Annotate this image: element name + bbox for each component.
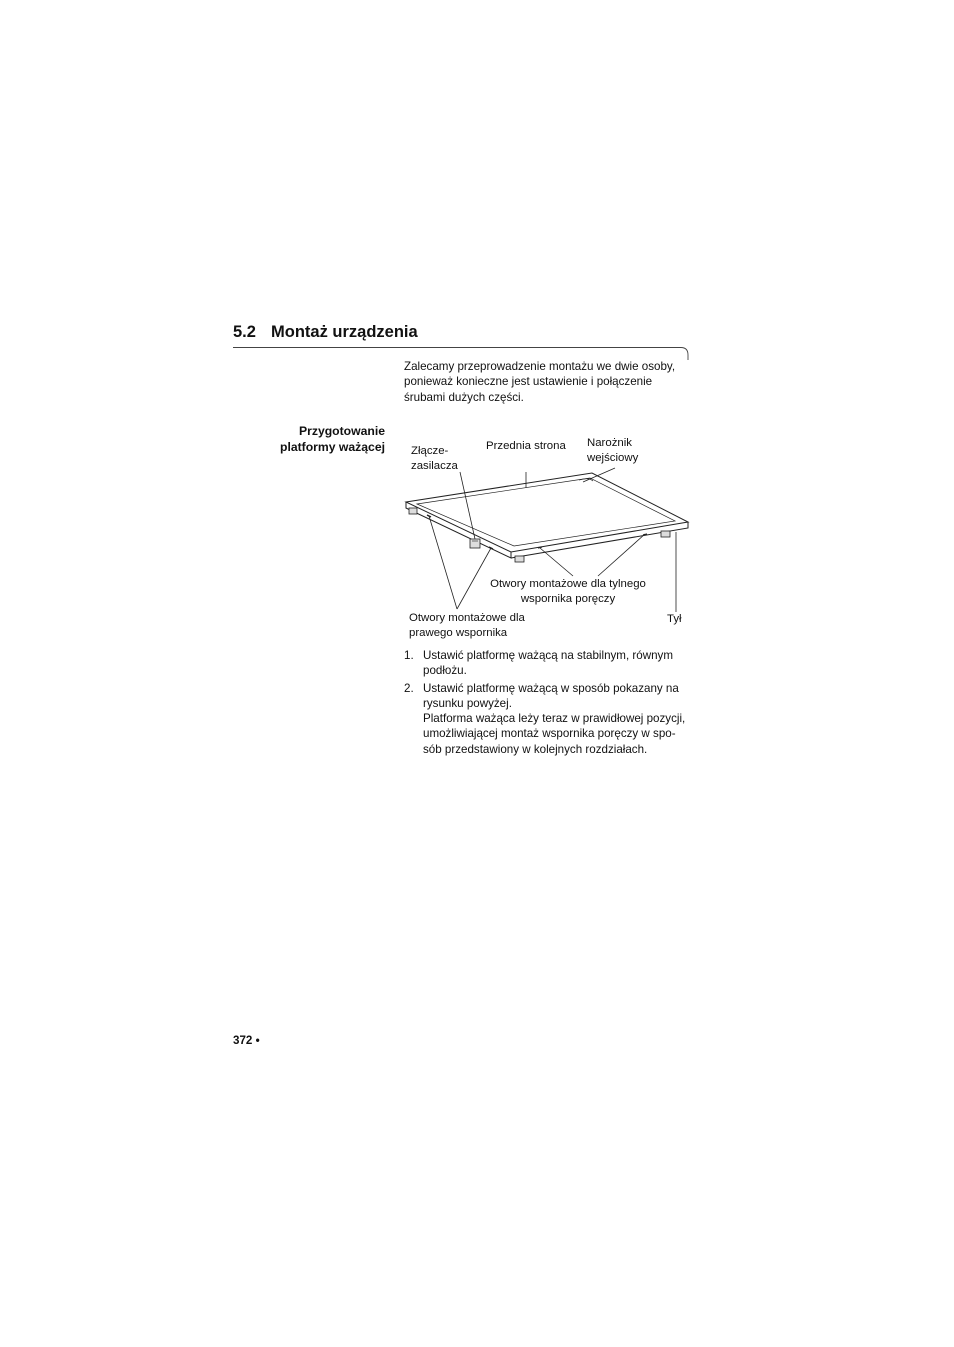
intro-line: śrubami dużych części. bbox=[404, 390, 524, 404]
mounting-hole-mark bbox=[538, 547, 542, 548]
section-number: 5.2 bbox=[233, 323, 256, 341]
section-title-text: Montaż urządzenia bbox=[271, 323, 418, 341]
label-back bbox=[667, 612, 682, 627]
label-line: Tył bbox=[667, 613, 682, 625]
intro-line: ponieważ konieczne jest ustawienie i połączenie bbox=[404, 375, 653, 389]
platform-figure bbox=[403, 432, 693, 646]
step-text: Ustawić platformę ważącą na stabilnym, równym bbox=[423, 649, 673, 662]
page-number: 372 • bbox=[233, 1034, 260, 1047]
platform-top bbox=[406, 473, 688, 552]
section-title bbox=[233, 323, 418, 342]
intro-line: Zalecamy przeprowadzenie montażu we dwie osoby, bbox=[404, 360, 676, 373]
label-right-holes bbox=[409, 611, 525, 641]
list-item bbox=[404, 648, 694, 679]
label-line: prawego wspornika bbox=[409, 627, 508, 639]
label-front bbox=[486, 439, 566, 454]
power-connector bbox=[470, 539, 480, 548]
foot-front bbox=[515, 556, 524, 562]
side-heading-line: platformy ważącej bbox=[280, 439, 385, 454]
leader-rear-holes-b bbox=[598, 534, 645, 576]
step-text: podłożu. bbox=[423, 664, 467, 678]
step-note: umożliwiającej montaż wspornika poręczy w spo- bbox=[423, 727, 676, 741]
label-rear-holes bbox=[488, 577, 648, 607]
label-line: Przednia strona bbox=[486, 440, 566, 452]
list-item bbox=[404, 681, 694, 757]
foot-right bbox=[661, 531, 670, 537]
leader-right-holes-b bbox=[457, 548, 491, 609]
steps-list bbox=[404, 648, 694, 759]
label-line: Narożnik bbox=[587, 437, 632, 449]
step-note: sób przedstawiony w kolejnych rozdziałach. bbox=[423, 742, 648, 756]
label-corner bbox=[587, 436, 638, 466]
step-number: 1. bbox=[404, 649, 414, 662]
label-line: zasilacza bbox=[411, 460, 458, 472]
side-heading bbox=[233, 424, 385, 455]
foot-left bbox=[409, 508, 417, 514]
leader-rear-holes-a bbox=[540, 548, 573, 576]
step-text: rysunku powyżej. bbox=[423, 696, 512, 710]
side-heading-line: Przygotowanie bbox=[298, 424, 385, 438]
intro-paragraph bbox=[404, 359, 690, 405]
label-line: Otwory montażowe dla tylnego bbox=[490, 578, 646, 590]
step-note: Platforma ważąca leży teraz w prawidłowej pozycji, bbox=[423, 712, 686, 726]
label-connector bbox=[411, 444, 458, 474]
label-line: Złącze- bbox=[411, 445, 449, 457]
step-text: Ustawić platformę ważącą w sposób pokazany na bbox=[423, 681, 679, 695]
step-number: 2. bbox=[404, 681, 414, 695]
label-line: Otwory montażowe dla bbox=[409, 612, 525, 624]
label-line: wspornika poręczy bbox=[520, 593, 616, 605]
label-line: wejściowy bbox=[587, 452, 639, 464]
